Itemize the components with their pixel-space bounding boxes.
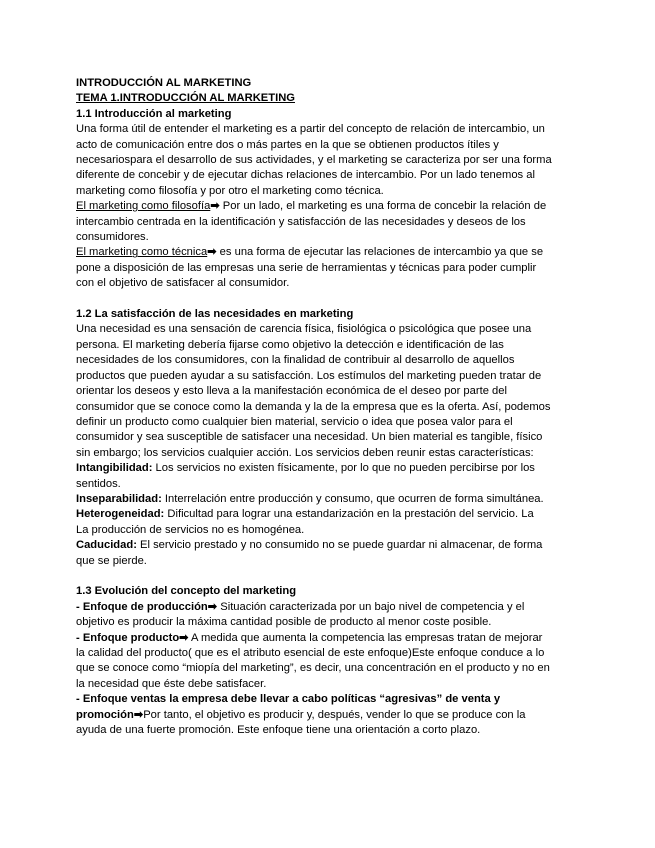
paragraph-line: Una necesidad es una sensación de carencia física, fisiológica o psicológica que posee una — [76, 323, 532, 336]
caducidad-term: Caducidad: — [76, 539, 137, 552]
paragraph-line: la calidad del producto( que es el atributo esencial de este enfoque)Este enfoque conduce a lo — [76, 647, 545, 659]
paragraph-line: necesidades de los consumidores, con la finalidad de contribuir al desarrollo de aquellos — [76, 354, 515, 367]
paragraph-line: ayuda de una fuerte promoción. Este enfoque tiene una orientación a corto plazo. — [76, 724, 481, 737]
paragraph-line: sentidos. — [76, 477, 121, 490]
enfoque-produccion-text: Situación caracterizada por un bajo nivel de competencia y el — [217, 600, 525, 613]
enfoque-producto-text: A medida que aumenta la competencia las empresas tratan de mejorar — [188, 631, 543, 644]
right-arrow-icon: ➡ — [133, 708, 144, 721]
right-arrow-icon: ➡ — [207, 600, 218, 613]
paragraph-line: necesariospara el desarrollo de sus actividades, y el marketing se caracteriza por ser una forma — [76, 154, 552, 167]
paragraph-line: que se pierde. — [76, 554, 147, 567]
paragraph-line: acto de comunicación entre dos o más partes en la que se obtienen productos ítiles y — [76, 138, 499, 151]
paragraph-line: orientar los deseos y esto lleva a la manifestación económica de el deseo por parte del — [76, 385, 507, 398]
paragraph-line: consumidores. — [76, 231, 149, 244]
document-page — [76, 76, 581, 738]
paragraph-line: intercambio centrada en la identificación y satisfacción de las necesidades y deseos de los — [76, 215, 526, 228]
intangibilidad-line — [76, 461, 581, 476]
paragraph-line: definir un producto como cualquier bien material, servicio o idea que posea valor para el — [76, 415, 513, 428]
tecnica-term: El marketing como técnica — [76, 246, 208, 259]
paragraph-line: consumidor que se conoce como la demanda y la de la empresa que es la oferta. Así, podemos — [76, 400, 551, 413]
caducidad-line — [76, 538, 581, 553]
paragraph-line: Una forma útil de entender el marketing es a partir del concepto de relación de intercambio, un — [76, 123, 545, 136]
caducidad-text: El servicio prestado y no consumido no se puede guardar ni almacenar, de forma — [136, 539, 543, 552]
spacer — [76, 292, 581, 307]
document-title: INTRODUCCIÓN AL MARKETING — [76, 77, 252, 89]
paragraph-line: marketing como filosofía y por otro el marketing como técnica. — [76, 184, 384, 197]
paragraph-line: pone a disposición de las empresas una serie de herramientas y técnicas para poder cumplir — [76, 261, 537, 274]
intangibilidad-term: Intangibilidad: — [76, 462, 153, 475]
paragraph-line: que se conoce como “miopía del marketing”, es decir, una concentración en el producto y no en — [76, 662, 550, 675]
enfoque-ventas-line — [76, 708, 581, 723]
paragraph-line: objetivo es producir la máxima cantidad posible de producto al menor coste posible. — [76, 616, 492, 629]
intangibilidad-text: Los servicios no existen físicamente, por lo que no pueden percibirse por los — [152, 462, 535, 475]
enfoque-ventas-term: - Enfoque ventas la empresa debe llevar a cabo políticas “agresivas” de venta y — [76, 693, 501, 706]
enfoque-producto-term: - Enfoque producto — [76, 631, 180, 644]
section-1-3-heading: 1.3 Evolución del concepto del marketing — [76, 585, 297, 598]
right-arrow-icon: ➡ — [179, 631, 189, 644]
paragraph-line: La producción de servicios no es homogénea. — [76, 523, 305, 536]
paragraph-line: sin embargo; los servicios cualquier acción. Los servicios deben reunir estas características: — [76, 446, 534, 459]
right-arrow-icon: ➡ — [210, 200, 220, 213]
inseparabilidad-line — [76, 492, 581, 507]
tema-heading: TEMA 1.INTRODUCCIÓN AL MARKETING — [76, 92, 295, 105]
filosofia-line — [76, 199, 581, 214]
tecnica-line — [76, 245, 581, 260]
enfoque-produccion-term: - Enfoque de producción — [76, 600, 208, 613]
heterogeneidad-term: Heterogeneidad: — [76, 508, 165, 521]
heterogeneidad-line — [76, 507, 581, 522]
heterogeneidad-text: Dificultad para lograr una estandarización en la prestación del servicio. La — [164, 508, 534, 521]
paragraph-line: consumidor y sea susceptible de satisfacer una necesidad. Un bien material es tangible, físico — [76, 431, 543, 444]
filosofia-text: Por un lado, el marketing es una forma de concebir la relación de — [219, 200, 547, 213]
enfoque-ventas-text: Por tanto, el objetivo es producir y, después, vender lo que se produce con la — [143, 708, 526, 721]
enfoque-producto-line — [76, 631, 581, 646]
inseparabilidad-text: Interrelación entre producción y consumo, que ocurren de forma simultánea. — [161, 492, 544, 505]
section-1-2-heading: 1.2 La satisfacción de las necesidades en marketing — [76, 308, 354, 321]
right-arrow-icon: ➡ — [207, 246, 217, 259]
enfoque-ventas-term-cont: promoción — [76, 708, 134, 721]
spacer — [76, 569, 581, 584]
paragraph-line: diferente de concebir y de ejecutar dichas relaciones de intercambio. Por un lado tenemos al — [76, 169, 535, 182]
filosofia-term: El marketing como filosofía — [76, 200, 211, 213]
paragraph-line: persona. El marketing debería fijarse como objetivo la detección e identificación de las — [76, 338, 504, 351]
enfoque-produccion-line — [76, 600, 581, 615]
inseparabilidad-term: Inseparabilidad: — [76, 492, 162, 505]
tecnica-text: es una forma de ejecutar las relaciones de intercambio ya que se — [216, 246, 544, 259]
section-1-1-heading: 1.1 Introducción al marketing — [76, 107, 232, 120]
paragraph-line: productos que pueden ayudar a su satisfacción. Los estímulos del marketing pueden tratar de — [76, 369, 542, 382]
paragraph-line: con el objetivo de satisfacer al consumidor. — [76, 277, 290, 290]
paragraph-line: la necesidad que éste debe satisfacer. — [76, 677, 267, 690]
